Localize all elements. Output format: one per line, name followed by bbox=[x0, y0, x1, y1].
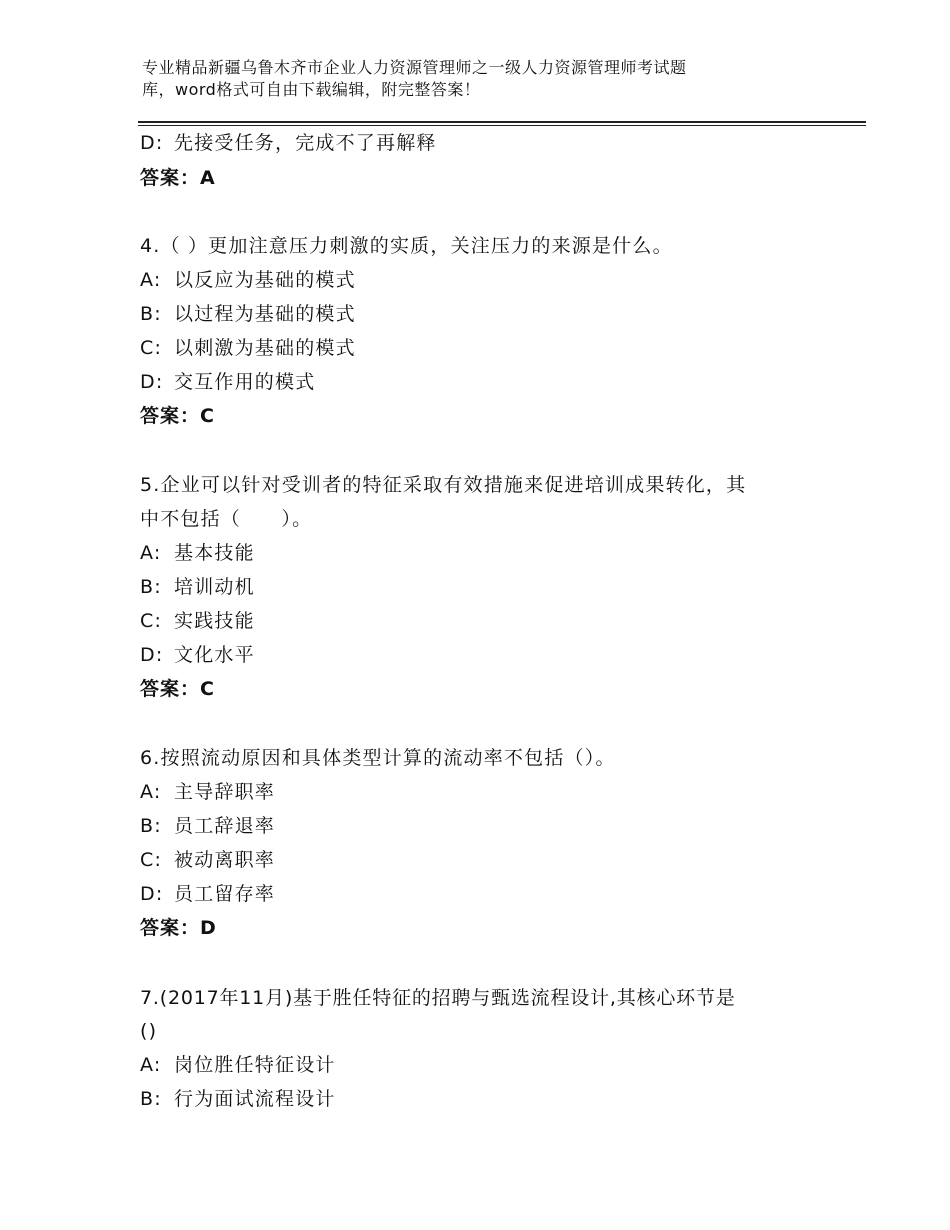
header-rule-thick bbox=[138, 121, 866, 123]
header-line-1: 专业精品新疆乌鲁木齐市企业人力资源管理师之一级人力资源管理师考试题 bbox=[142, 58, 687, 77]
option-letter: C: bbox=[140, 610, 163, 632]
option-letter: D: bbox=[140, 883, 164, 905]
option-letter: B: bbox=[140, 815, 162, 837]
q6-option-d bbox=[140, 880, 275, 908]
option-text: 被动离职率 bbox=[174, 849, 276, 871]
option-letter: B: bbox=[140, 576, 162, 598]
q6-answer: 答案：D bbox=[140, 917, 217, 939]
q4-option-a bbox=[140, 266, 356, 294]
option-letter: A: bbox=[140, 269, 162, 291]
option-text: 文化水平 bbox=[174, 644, 255, 666]
option-text: 以过程为基础的模式 bbox=[174, 303, 356, 325]
q5-stem-line-2: 中不包括（ ）。 bbox=[140, 508, 313, 530]
option-letter: B: bbox=[140, 303, 162, 325]
q6-option-c bbox=[140, 846, 275, 874]
q7-stem-line-2: () bbox=[140, 1020, 158, 1042]
q5-option-b bbox=[140, 573, 255, 601]
q7-stem-line-1: 7.(2017年11月)基于胜任特征的招聘与甄选流程设计,其核心环节是 bbox=[140, 987, 736, 1009]
option-letter: D: bbox=[140, 371, 164, 393]
option-text: 先接受任务，完成不了再解释 bbox=[174, 132, 437, 154]
q5-option-c bbox=[140, 607, 255, 635]
header-rule-thin bbox=[138, 125, 866, 126]
q7-option-a bbox=[140, 1051, 336, 1079]
option-letter: C: bbox=[140, 337, 163, 359]
q4-answer: 答案：C bbox=[140, 405, 215, 427]
q5-stem-line-1: 5.企业可以针对受训者的特征采取有效措施来促进培训成果转化，其 bbox=[140, 474, 747, 496]
option-letter: D: bbox=[140, 644, 164, 666]
option-text: 交互作用的模式 bbox=[174, 371, 316, 393]
option-text: 主导辞职率 bbox=[174, 781, 276, 803]
option-letter: A: bbox=[140, 781, 162, 803]
q5-option-a bbox=[140, 539, 255, 567]
option-text: 行为面试流程设计 bbox=[174, 1088, 336, 1110]
option-text: 岗位胜任特征设计 bbox=[174, 1054, 336, 1076]
q3-option-d bbox=[140, 129, 437, 157]
option-letter: D: bbox=[140, 132, 164, 154]
q7-option-b bbox=[140, 1085, 336, 1113]
q6-stem: 6.按照流动原因和具体类型计算的流动率不包括（）。 bbox=[140, 747, 616, 769]
q4-option-d bbox=[140, 368, 315, 396]
option-letter: A: bbox=[140, 1054, 162, 1076]
q6-option-a bbox=[140, 778, 275, 806]
option-text: 以刺激为基础的模式 bbox=[174, 337, 356, 359]
q5-option-d bbox=[140, 641, 255, 669]
q4-stem: 4.（ ）更加注意压力刺激的实质，关注压力的来源是什么。 bbox=[140, 235, 673, 257]
option-letter: A: bbox=[140, 542, 162, 564]
option-text: 实践技能 bbox=[174, 610, 255, 632]
option-text: 培训动机 bbox=[174, 576, 255, 598]
q3-answer: 答案：A bbox=[140, 167, 216, 189]
q4-option-c bbox=[140, 334, 356, 362]
q5-answer: 答案：C bbox=[140, 678, 215, 700]
option-letter: B: bbox=[140, 1088, 162, 1110]
document-header bbox=[142, 57, 782, 101]
q6-option-b bbox=[140, 812, 275, 840]
q4-option-b bbox=[140, 300, 356, 328]
option-text: 员工辞退率 bbox=[174, 815, 276, 837]
option-text: 以反应为基础的模式 bbox=[174, 269, 356, 291]
option-text: 员工留存率 bbox=[174, 883, 276, 905]
header-line-2: 库，word格式可自由下载编辑，附完整答案！ bbox=[142, 80, 481, 99]
option-letter: C: bbox=[140, 849, 163, 871]
option-text: 基本技能 bbox=[174, 542, 255, 564]
